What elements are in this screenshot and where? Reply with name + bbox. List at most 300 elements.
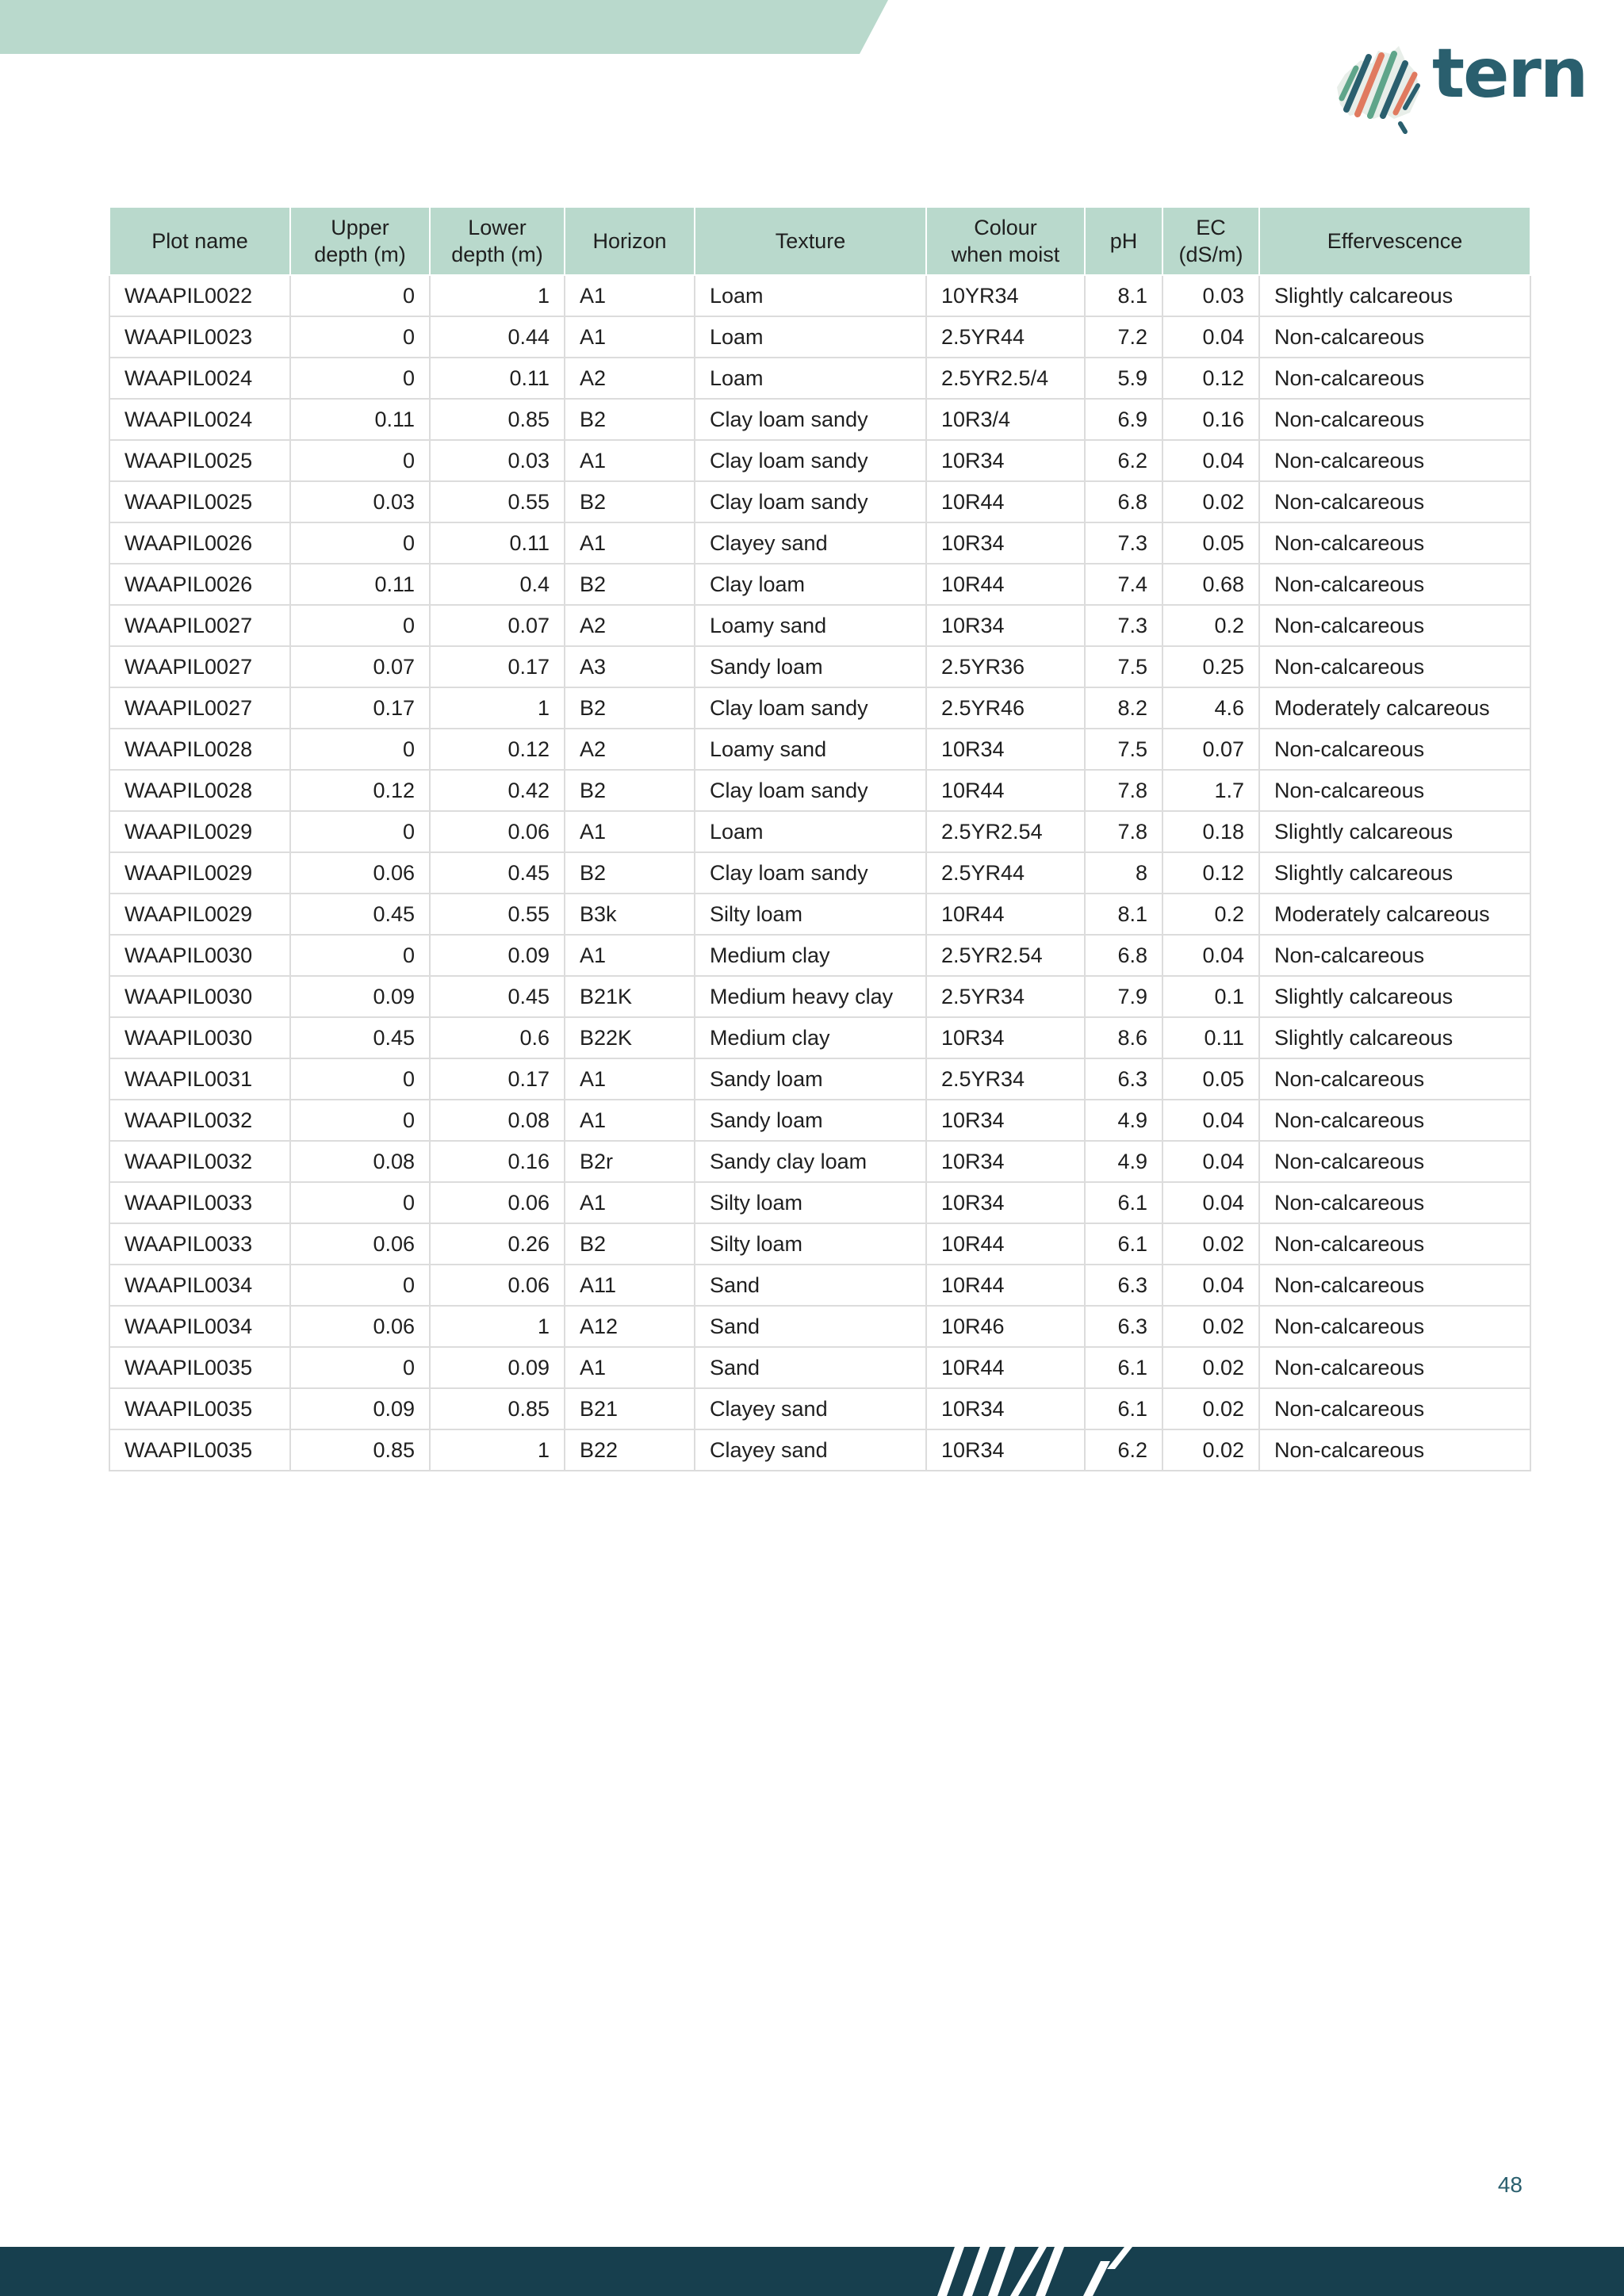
table-cell: 7.2 <box>1085 316 1162 358</box>
table-row <box>109 729 1530 770</box>
table-cell: 0 <box>290 1347 430 1388</box>
table-cell: 0.07 <box>290 646 430 687</box>
table-cell: WAAPIL0030 <box>109 935 290 976</box>
table-cell: WAAPIL0022 <box>109 275 290 316</box>
table-cell: 6.1 <box>1085 1182 1162 1223</box>
table-cell: Non-calcareous <box>1259 935 1530 976</box>
table-cell: WAAPIL0035 <box>109 1429 290 1471</box>
table-cell: A1 <box>565 522 695 564</box>
table-cell: B2 <box>565 564 695 605</box>
table-cell: 6.8 <box>1085 481 1162 522</box>
table-cell: B2 <box>565 399 695 440</box>
table-cell: 0.08 <box>290 1141 430 1182</box>
table-cell: A1 <box>565 935 695 976</box>
table-cell: 0 <box>290 1100 430 1141</box>
table-cell: WAAPIL0034 <box>109 1265 290 1306</box>
table-cell: 0.06 <box>290 1306 430 1347</box>
table-header-row <box>109 207 1530 275</box>
logo-wordmark: tern <box>1432 34 1588 113</box>
table-cell: Loam <box>695 275 926 316</box>
page-number: 48 <box>1497 2172 1522 2197</box>
table-cell: 6.8 <box>1085 935 1162 976</box>
table-cell: 0.11 <box>290 399 430 440</box>
table-cell: 0.18 <box>1162 811 1259 852</box>
table-cell: Moderately calcareous <box>1259 687 1530 729</box>
table-row <box>109 1100 1530 1141</box>
table-cell: 0.26 <box>430 1223 565 1265</box>
table-cell: 10YR34 <box>926 275 1085 316</box>
table-cell: Non-calcareous <box>1259 1182 1530 1223</box>
footer-band <box>0 2247 1624 2296</box>
table-cell: 0.07 <box>1162 729 1259 770</box>
table-cell: 0.09 <box>290 976 430 1017</box>
table-cell: Loamy sand <box>695 729 926 770</box>
table-cell: 7.3 <box>1085 522 1162 564</box>
table-cell: 8.2 <box>1085 687 1162 729</box>
table-cell: Non-calcareous <box>1259 1058 1530 1100</box>
table-cell: Non-calcareous <box>1259 399 1530 440</box>
table-cell: 0.04 <box>1162 1265 1259 1306</box>
column-header: pH <box>1085 207 1162 275</box>
table-cell: Medium clay <box>695 935 926 976</box>
table-cell: WAAPIL0026 <box>109 522 290 564</box>
table-cell: A3 <box>565 646 695 687</box>
table-cell: Loam <box>695 358 926 399</box>
table-cell: Silty loam <box>695 1182 926 1223</box>
column-header: EC (dS/m) <box>1162 207 1259 275</box>
table-body <box>109 275 1530 1471</box>
table-cell: 10R34 <box>926 1141 1085 1182</box>
table-cell: 6.2 <box>1085 440 1162 481</box>
table-cell: 0 <box>290 275 430 316</box>
table-cell: 0.68 <box>1162 564 1259 605</box>
table-cell: Clay loam sandy <box>695 687 926 729</box>
table-cell: 0.02 <box>1162 481 1259 522</box>
table-cell: 2.5YR46 <box>926 687 1085 729</box>
column-header: Upper depth (m) <box>290 207 430 275</box>
table-cell: WAAPIL0032 <box>109 1141 290 1182</box>
table-cell: Clay loam sandy <box>695 440 926 481</box>
table-cell: Clayey sand <box>695 1388 926 1429</box>
column-header: Effervescence <box>1259 207 1530 275</box>
table-cell: 7.8 <box>1085 811 1162 852</box>
table-row <box>109 440 1530 481</box>
table-cell: 2.5YR44 <box>926 852 1085 894</box>
table-cell: WAAPIL0027 <box>109 605 290 646</box>
table-cell: 0.04 <box>1162 1182 1259 1223</box>
table-row <box>109 976 1530 1017</box>
table-cell: 0.02 <box>1162 1306 1259 1347</box>
table-cell: 0 <box>290 440 430 481</box>
table-cell: 0.04 <box>1162 1100 1259 1141</box>
table-cell: WAAPIL0024 <box>109 399 290 440</box>
table-cell: WAAPIL0033 <box>109 1182 290 1223</box>
australia-map-icon <box>1323 36 1434 136</box>
table-row <box>109 687 1530 729</box>
table-cell: A1 <box>565 811 695 852</box>
table-cell: Non-calcareous <box>1259 564 1530 605</box>
footer-stripes-decoration <box>928 2247 1166 2296</box>
table-cell: 10R44 <box>926 1347 1085 1388</box>
table-cell: 0.55 <box>430 894 565 935</box>
table-cell: 0.02 <box>1162 1429 1259 1471</box>
table-row <box>109 935 1530 976</box>
table-cell: 0.45 <box>430 976 565 1017</box>
table-cell: 0.2 <box>1162 605 1259 646</box>
table-cell: Non-calcareous <box>1259 1388 1530 1429</box>
table-cell: 0.05 <box>1162 1058 1259 1100</box>
table-cell: 6.3 <box>1085 1265 1162 1306</box>
table-cell: 0.06 <box>290 1223 430 1265</box>
table-cell: Sandy loam <box>695 1100 926 1141</box>
table-cell: 4.9 <box>1085 1100 1162 1141</box>
table-cell: WAAPIL0028 <box>109 770 290 811</box>
table-cell: 10R44 <box>926 564 1085 605</box>
header-accent-shape <box>0 0 888 54</box>
table-cell: WAAPIL0032 <box>109 1100 290 1141</box>
table-cell: 0.11 <box>1162 1017 1259 1058</box>
table-cell: WAAPIL0026 <box>109 564 290 605</box>
table-cell: 0.03 <box>290 481 430 522</box>
table-cell: Non-calcareous <box>1259 1306 1530 1347</box>
table-cell: 10R44 <box>926 1223 1085 1265</box>
table-cell: 0 <box>290 522 430 564</box>
table-cell: 10R3/4 <box>926 399 1085 440</box>
table-cell: 10R44 <box>926 1265 1085 1306</box>
table-cell: Non-calcareous <box>1259 770 1530 811</box>
table-cell: WAAPIL0028 <box>109 729 290 770</box>
table-cell: 0.85 <box>430 1388 565 1429</box>
table-cell: Non-calcareous <box>1259 605 1530 646</box>
table-cell: A2 <box>565 358 695 399</box>
table-cell: Silty loam <box>695 1223 926 1265</box>
table-cell: 0.02 <box>1162 1347 1259 1388</box>
table-cell: 0.45 <box>290 1017 430 1058</box>
table-cell: Medium clay <box>695 1017 926 1058</box>
table-cell: 0.2 <box>1162 894 1259 935</box>
table-cell: Non-calcareous <box>1259 646 1530 687</box>
table-cell: WAAPIL0034 <box>109 1306 290 1347</box>
table-cell: Non-calcareous <box>1259 1265 1530 1306</box>
table-cell: 6.1 <box>1085 1388 1162 1429</box>
table-cell: 0.85 <box>430 399 565 440</box>
table-row <box>109 852 1530 894</box>
table-cell: WAAPIL0035 <box>109 1347 290 1388</box>
table-cell: Clay loam sandy <box>695 481 926 522</box>
table-cell: Sandy loam <box>695 646 926 687</box>
table-row <box>109 316 1530 358</box>
table-cell: B2 <box>565 852 695 894</box>
table-cell: A1 <box>565 275 695 316</box>
table-cell: 0.05 <box>1162 522 1259 564</box>
tern-logo <box>1323 34 1588 136</box>
table-cell: Non-calcareous <box>1259 440 1530 481</box>
table-cell: 0.02 <box>1162 1388 1259 1429</box>
table-cell: 4.9 <box>1085 1141 1162 1182</box>
table-cell: 0.04 <box>1162 935 1259 976</box>
table-cell: 7.5 <box>1085 729 1162 770</box>
table-cell: Medium heavy clay <box>695 976 926 1017</box>
table-cell: 10R44 <box>926 770 1085 811</box>
table-header <box>109 207 1530 275</box>
table-cell: Clay loam sandy <box>695 770 926 811</box>
table-cell: 0.04 <box>1162 1141 1259 1182</box>
table-row <box>109 770 1530 811</box>
table-cell: 0.16 <box>430 1141 565 1182</box>
table-cell: 7.5 <box>1085 646 1162 687</box>
table-cell: 0.06 <box>430 811 565 852</box>
table-cell: Loamy sand <box>695 605 926 646</box>
table-cell: B22K <box>565 1017 695 1058</box>
table-cell: 8 <box>1085 852 1162 894</box>
table-cell: 0.06 <box>430 1265 565 1306</box>
table-cell: 0.25 <box>1162 646 1259 687</box>
table-cell: 2.5YR2.5/4 <box>926 358 1085 399</box>
table-cell: Sand <box>695 1306 926 1347</box>
table-cell: 0 <box>290 1182 430 1223</box>
table-cell: 6.3 <box>1085 1306 1162 1347</box>
table-cell: WAAPIL0024 <box>109 358 290 399</box>
table-cell: WAAPIL0029 <box>109 894 290 935</box>
table-cell: 2.5YR34 <box>926 976 1085 1017</box>
table-cell: 2.5YR34 <box>926 1058 1085 1100</box>
table-cell: 10R34 <box>926 729 1085 770</box>
table-cell: 0.07 <box>430 605 565 646</box>
table-cell: Non-calcareous <box>1259 729 1530 770</box>
table-row <box>109 1058 1530 1100</box>
table-cell: Sandy clay loam <box>695 1141 926 1182</box>
table-cell: 7.8 <box>1085 770 1162 811</box>
table-row <box>109 564 1530 605</box>
table-cell: A11 <box>565 1265 695 1306</box>
table-cell: Clay loam sandy <box>695 399 926 440</box>
column-header: Lower depth (m) <box>430 207 565 275</box>
table-cell: Sandy loam <box>695 1058 926 1100</box>
table-cell: 8.1 <box>1085 894 1162 935</box>
table-cell: B2 <box>565 1223 695 1265</box>
table-cell: 0.08 <box>430 1100 565 1141</box>
table-cell: B2 <box>565 770 695 811</box>
table-cell: 8.1 <box>1085 275 1162 316</box>
table-cell: 10R34 <box>926 1017 1085 1058</box>
table-cell: 0.17 <box>430 646 565 687</box>
table-cell: 0.85 <box>290 1429 430 1471</box>
table-cell: B22 <box>565 1429 695 1471</box>
table-cell: 10R34 <box>926 1100 1085 1141</box>
table-cell: 4.6 <box>1162 687 1259 729</box>
table-row <box>109 1265 1530 1306</box>
table-cell: A1 <box>565 1347 695 1388</box>
table-row <box>109 646 1530 687</box>
table-cell: 10R34 <box>926 1182 1085 1223</box>
table-cell: 0.12 <box>1162 852 1259 894</box>
table-cell: 1 <box>430 275 565 316</box>
column-header: Colour when moist <box>926 207 1085 275</box>
table-cell: WAAPIL0029 <box>109 811 290 852</box>
table-cell: 7.4 <box>1085 564 1162 605</box>
table-cell: A1 <box>565 316 695 358</box>
table-cell: 0 <box>290 1265 430 1306</box>
table-cell: 8.6 <box>1085 1017 1162 1058</box>
table-cell: A1 <box>565 440 695 481</box>
table-cell: 1 <box>430 687 565 729</box>
table-cell: 1.7 <box>1162 770 1259 811</box>
table-cell: Slightly calcareous <box>1259 811 1530 852</box>
table-row <box>109 1388 1530 1429</box>
table-cell: 10R34 <box>926 440 1085 481</box>
table-cell: 10R34 <box>926 605 1085 646</box>
table-cell: Slightly calcareous <box>1259 852 1530 894</box>
soil-properties-table <box>109 206 1531 1471</box>
table-cell: 0.4 <box>430 564 565 605</box>
table-cell: 0.6 <box>430 1017 565 1058</box>
table-cell: 0.09 <box>430 1347 565 1388</box>
table-cell: 0.09 <box>430 935 565 976</box>
table-cell: 0 <box>290 358 430 399</box>
table-cell: Non-calcareous <box>1259 358 1530 399</box>
table-cell: Slightly calcareous <box>1259 1017 1530 1058</box>
table-cell: 1 <box>430 1429 565 1471</box>
table-cell: Clayey sand <box>695 1429 926 1471</box>
table-cell: 2.5YR44 <box>926 316 1085 358</box>
table-cell: 0.12 <box>1162 358 1259 399</box>
table-cell: 0.12 <box>290 770 430 811</box>
table-cell: 0.16 <box>1162 399 1259 440</box>
table-cell: B2r <box>565 1141 695 1182</box>
table-cell: WAAPIL0033 <box>109 1223 290 1265</box>
table-cell: WAAPIL0029 <box>109 852 290 894</box>
table-row <box>109 1223 1530 1265</box>
table-cell: 2.5YR2.54 <box>926 811 1085 852</box>
table-cell: 0 <box>290 1058 430 1100</box>
table-row <box>109 522 1530 564</box>
table-cell: Non-calcareous <box>1259 1141 1530 1182</box>
table-cell: A12 <box>565 1306 695 1347</box>
table-cell: Non-calcareous <box>1259 1347 1530 1388</box>
table-row <box>109 1429 1530 1471</box>
table-cell: B21K <box>565 976 695 1017</box>
table-cell: Sand <box>695 1265 926 1306</box>
table-cell: 0 <box>290 605 430 646</box>
table-cell: 6.2 <box>1085 1429 1162 1471</box>
table-row <box>109 1347 1530 1388</box>
table-cell: 0.06 <box>430 1182 565 1223</box>
table-cell: 6.1 <box>1085 1223 1162 1265</box>
table-cell: 0 <box>290 935 430 976</box>
table-cell: 10R34 <box>926 522 1085 564</box>
table-cell: WAAPIL0027 <box>109 687 290 729</box>
table-cell: 0.45 <box>290 894 430 935</box>
table-cell: 6.1 <box>1085 1347 1162 1388</box>
table-cell: 6.9 <box>1085 399 1162 440</box>
table-cell: 0.42 <box>430 770 565 811</box>
table-cell: Clay loam sandy <box>695 852 926 894</box>
table-cell: Loam <box>695 811 926 852</box>
table-cell: WAAPIL0027 <box>109 646 290 687</box>
table-cell: 10R34 <box>926 1388 1085 1429</box>
table-cell: Non-calcareous <box>1259 316 1530 358</box>
table-cell: 7.3 <box>1085 605 1162 646</box>
table-row <box>109 275 1530 316</box>
table-cell: 0.17 <box>430 1058 565 1100</box>
table-cell: 0 <box>290 729 430 770</box>
table-cell: 0 <box>290 811 430 852</box>
table-cell: 0.04 <box>1162 316 1259 358</box>
table-cell: Non-calcareous <box>1259 522 1530 564</box>
table-cell: A1 <box>565 1100 695 1141</box>
table-cell: A2 <box>565 729 695 770</box>
table-cell: 0.04 <box>1162 440 1259 481</box>
table-cell: Non-calcareous <box>1259 1429 1530 1471</box>
table-row <box>109 1017 1530 1058</box>
table-cell: 10R46 <box>926 1306 1085 1347</box>
table-cell: 0.09 <box>290 1388 430 1429</box>
table-cell: 1 <box>430 1306 565 1347</box>
table-cell: 0.44 <box>430 316 565 358</box>
table-row <box>109 358 1530 399</box>
table-cell: B21 <box>565 1388 695 1429</box>
table-cell: 0.02 <box>1162 1223 1259 1265</box>
table-cell: Sand <box>695 1347 926 1388</box>
table-cell: Slightly calcareous <box>1259 976 1530 1017</box>
table-cell: 0.11 <box>290 564 430 605</box>
table-cell: Moderately calcareous <box>1259 894 1530 935</box>
table-cell: 5.9 <box>1085 358 1162 399</box>
table-row <box>109 605 1530 646</box>
table-cell: Loam <box>695 316 926 358</box>
table-cell: B3k <box>565 894 695 935</box>
table-cell: Non-calcareous <box>1259 481 1530 522</box>
table-row <box>109 1306 1530 1347</box>
table-cell: 0.1 <box>1162 976 1259 1017</box>
table-cell: 0.45 <box>430 852 565 894</box>
table-cell: A1 <box>565 1182 695 1223</box>
table-cell: Non-calcareous <box>1259 1100 1530 1141</box>
column-header: Texture <box>695 207 926 275</box>
table-cell: WAAPIL0035 <box>109 1388 290 1429</box>
table-row <box>109 481 1530 522</box>
table-cell: 6.3 <box>1085 1058 1162 1100</box>
table-cell: 7.9 <box>1085 976 1162 1017</box>
table-cell: WAAPIL0025 <box>109 481 290 522</box>
column-header: Horizon <box>565 207 695 275</box>
table-cell: WAAPIL0030 <box>109 976 290 1017</box>
table-cell: 10R44 <box>926 894 1085 935</box>
table-cell: B2 <box>565 481 695 522</box>
table-row <box>109 1141 1530 1182</box>
table-cell: Clayey sand <box>695 522 926 564</box>
table-cell: 0.17 <box>290 687 430 729</box>
table-cell: Slightly calcareous <box>1259 275 1530 316</box>
table-row <box>109 399 1530 440</box>
table-cell: WAAPIL0031 <box>109 1058 290 1100</box>
table-cell: 2.5YR36 <box>926 646 1085 687</box>
table-cell: 0 <box>290 316 430 358</box>
table-cell: 0.03 <box>430 440 565 481</box>
table-cell: WAAPIL0030 <box>109 1017 290 1058</box>
table-cell: 0.12 <box>430 729 565 770</box>
table-row <box>109 811 1530 852</box>
table-cell: 0.06 <box>290 852 430 894</box>
table-cell: 0.11 <box>430 522 565 564</box>
table-cell: A1 <box>565 1058 695 1100</box>
table-cell: B2 <box>565 687 695 729</box>
table-row <box>109 1182 1530 1223</box>
table-row <box>109 894 1530 935</box>
table-cell: 0.03 <box>1162 275 1259 316</box>
table-cell: 10R34 <box>926 1429 1085 1471</box>
table-cell: Clay loam <box>695 564 926 605</box>
